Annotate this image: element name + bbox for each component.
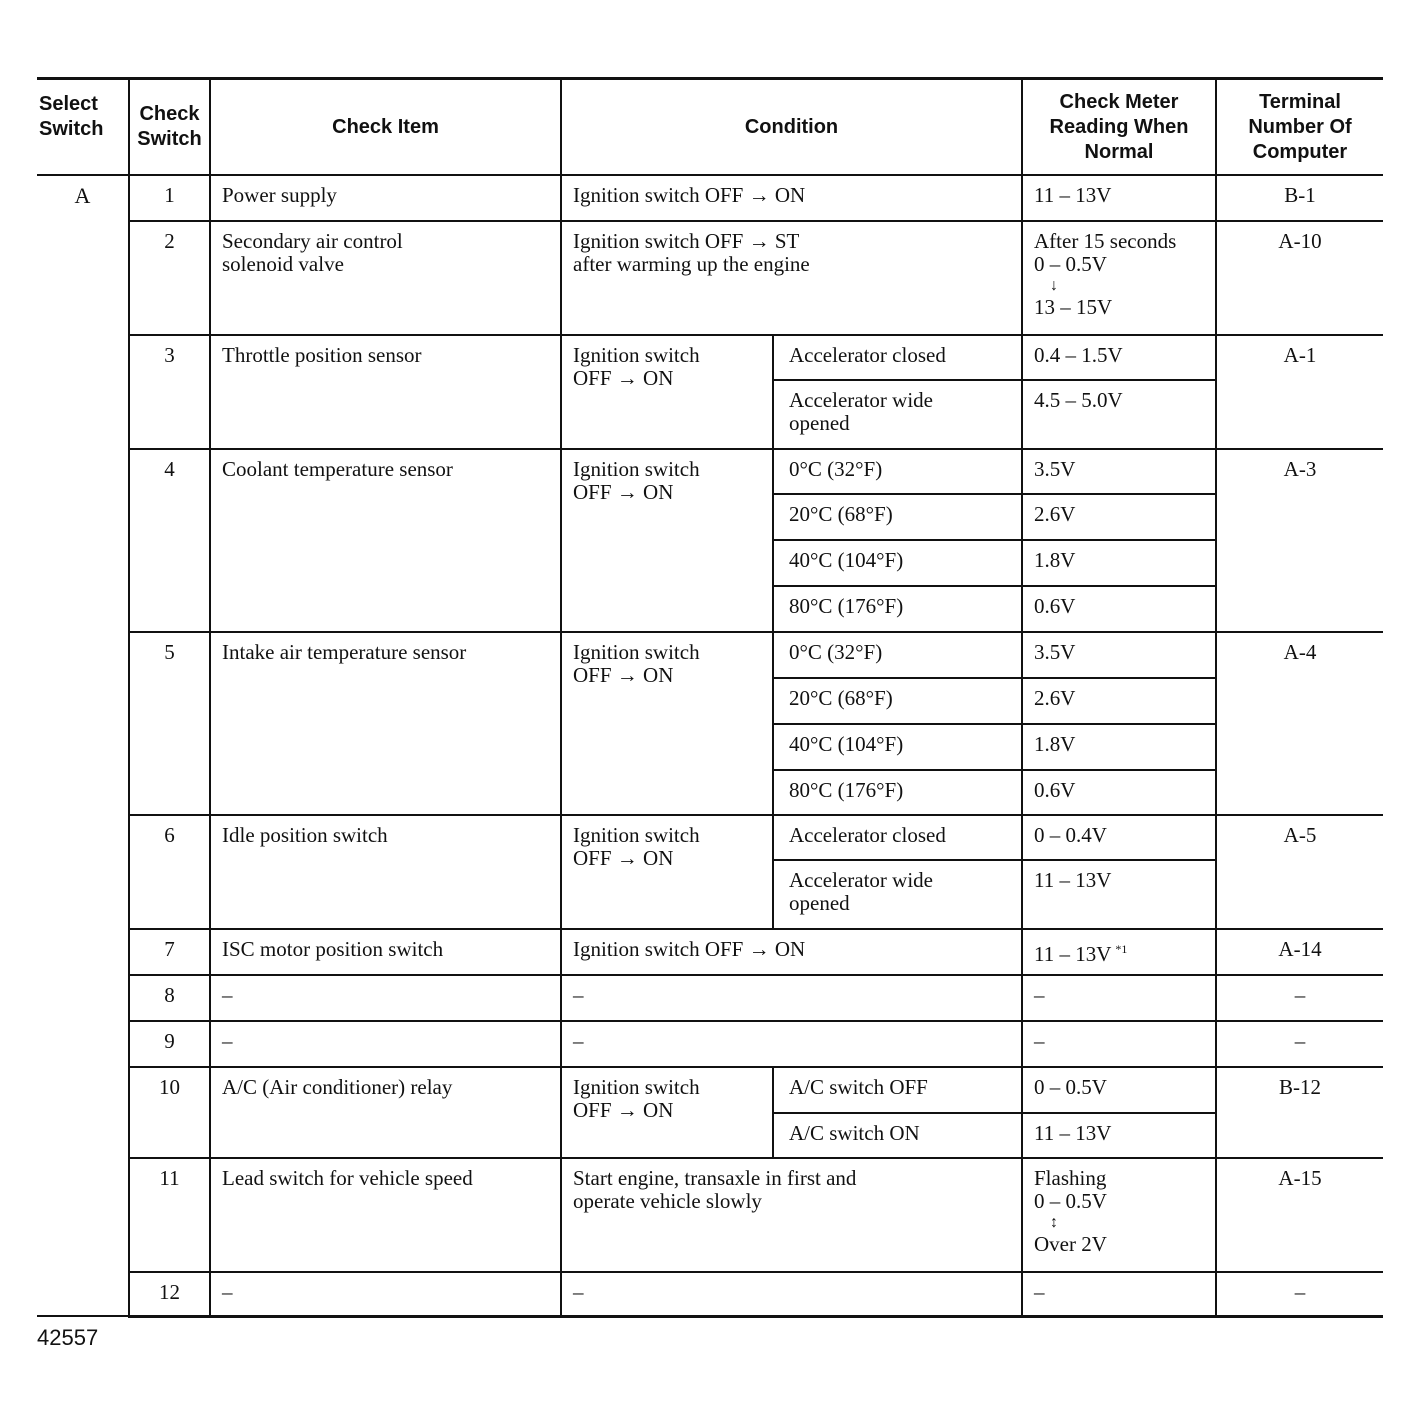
condition-cell: – [561, 1272, 1022, 1316]
condition-line: OFF → ON [573, 1098, 674, 1122]
check-switch-cell: 8 [129, 975, 210, 1021]
reading-cell: 0 – 0.4V [1022, 815, 1216, 860]
sub-condition-cell: A/C switch ON [773, 1113, 1022, 1158]
condition-cell: – [561, 975, 1022, 1021]
table-row [37, 335, 1383, 380]
terminal-cell: A-10 [1216, 221, 1383, 335]
condition-line: after warming up the engine [573, 252, 810, 276]
sub-condition-cell: A/C switch OFF [773, 1067, 1022, 1113]
terminal-cell: B-12 [1216, 1067, 1383, 1158]
sub-condition-cell: 40°C (104°F) [773, 724, 1022, 770]
check-item-cell: – [210, 1272, 561, 1316]
terminal-cell: A-14 [1216, 929, 1383, 975]
sub-condition-cell: 20°C (68°F) [773, 678, 1022, 724]
header-meter-reading: Check Meter Reading When Normal [1022, 79, 1216, 176]
check-switch-cell: 1 [129, 175, 210, 221]
reading-cell: 2.6V [1022, 678, 1216, 724]
condition-cell [561, 449, 773, 632]
reading-cell: 11 – 13V [1022, 1113, 1216, 1158]
check-switch-cell: 3 [129, 335, 210, 449]
reading-value: 11 – 13V [1034, 942, 1112, 966]
reading-line: Over 2V [1034, 1232, 1107, 1256]
condition-cell [561, 1158, 1022, 1272]
table-row [37, 632, 1383, 678]
reading-line: 0 – 0.5V [1034, 252, 1107, 276]
reading-line: Flashing [1034, 1166, 1107, 1190]
header-row [37, 79, 1383, 176]
sub-condition-cell: 80°C (176°F) [773, 770, 1022, 815]
condition-line: Ignition switch [573, 640, 700, 664]
table-row [37, 929, 1383, 975]
condition-cell [561, 632, 773, 815]
check-switch-cell: 9 [129, 1021, 210, 1067]
reading-cell: 1.8V [1022, 540, 1216, 586]
table-row [37, 221, 1383, 335]
sub-condition-line: opened [789, 411, 850, 435]
condition-line: Ignition switch [573, 457, 700, 481]
check-switch-cell: 10 [129, 1067, 210, 1158]
condition-cell: Ignition switch OFF → ON [561, 175, 1022, 221]
reading-cell: – [1022, 1272, 1216, 1316]
check-table [37, 77, 1383, 1318]
reading-line: 13 – 15V [1034, 295, 1113, 319]
condition-cell: Ignition switch OFF → ON [561, 929, 1022, 975]
sub-condition-line: Accelerator wide [789, 868, 933, 892]
sub-condition-line: opened [789, 891, 850, 915]
reading-cell: 11 – 13V [1022, 175, 1216, 221]
check-item-line: solenoid valve [222, 252, 344, 276]
check-switch-cell: 6 [129, 815, 210, 929]
reading-cell: – [1022, 975, 1216, 1021]
spec-document [37, 77, 1383, 1318]
check-switch-cell: 12 [129, 1272, 210, 1316]
reading-cell: 11 – 13V [1022, 860, 1216, 929]
check-item-cell: ISC motor position switch [210, 929, 561, 975]
reading-line: 0 – 0.5V [1034, 1189, 1107, 1213]
check-switch-cell: 11 [129, 1158, 210, 1272]
condition-cell [561, 221, 1022, 335]
down-arrow-icon: ↓ [1050, 277, 1058, 294]
condition-line: Ignition switch [573, 1075, 700, 1099]
condition-line: operate vehicle slowly [573, 1189, 762, 1213]
header-check-switch: Check Switch [129, 79, 210, 176]
table-row [37, 449, 1383, 494]
table-row [37, 1067, 1383, 1113]
check-switch-cell: 2 [129, 221, 210, 335]
condition-cell [561, 335, 773, 449]
up-down-arrow-icon: ↕ [1050, 1214, 1058, 1231]
terminal-cell: B-1 [1216, 175, 1383, 221]
table-row [37, 815, 1383, 860]
reading-line: After 15 seconds [1034, 229, 1177, 253]
check-item-cell [210, 221, 561, 335]
reading-cell: 3.5V [1022, 449, 1216, 494]
condition-line: OFF → ON [573, 663, 674, 687]
sub-condition-cell: 0°C (32°F) [773, 449, 1022, 494]
sub-condition-cell: 0°C (32°F) [773, 632, 1022, 678]
check-item-cell: Throttle position sensor [210, 335, 561, 449]
table-row [37, 1272, 1383, 1316]
check-switch-cell: 5 [129, 632, 210, 815]
condition-line: OFF → ON [573, 846, 674, 870]
table-row [37, 975, 1383, 1021]
table-row [37, 1158, 1383, 1272]
sub-condition-cell: 20°C (68°F) [773, 494, 1022, 540]
terminal-cell: – [1216, 1021, 1383, 1067]
sub-condition-cell [773, 380, 1022, 449]
condition-line: Ignition switch [573, 823, 700, 847]
reading-cell: 0.6V [1022, 770, 1216, 815]
check-switch-cell: 7 [129, 929, 210, 975]
condition-line: OFF → ON [573, 366, 674, 390]
terminal-cell: – [1216, 975, 1383, 1021]
check-switch-cell: 4 [129, 449, 210, 632]
reading-cell: – [1022, 1021, 1216, 1067]
terminal-cell: A-5 [1216, 815, 1383, 929]
reading-cell: 0 – 0.5V [1022, 1067, 1216, 1113]
terminal-cell: A-3 [1216, 449, 1383, 632]
terminal-cell: A-15 [1216, 1158, 1383, 1272]
condition-line: Ignition switch OFF → ST [573, 229, 800, 253]
document-id: 42557 [37, 1325, 99, 1350]
reading-cell: 0.6V [1022, 586, 1216, 632]
check-item-cell: Lead switch for vehicle speed [210, 1158, 561, 1272]
header-check-item: Check Item [210, 79, 561, 176]
sub-condition-cell: 80°C (176°F) [773, 586, 1022, 632]
check-item-cell: – [210, 1021, 561, 1067]
select-switch-cell: A [37, 175, 129, 1316]
condition-cell [561, 1067, 773, 1158]
condition-line: Start engine, transaxle in first and [573, 1166, 857, 1190]
check-item-cell: – [210, 975, 561, 1021]
header-select-switch: Select Switch [37, 79, 129, 176]
condition-cell: – [561, 1021, 1022, 1067]
reading-cell [1022, 929, 1216, 975]
reading-cell [1022, 1158, 1216, 1272]
reading-cell: 1.8V [1022, 724, 1216, 770]
condition-cell [561, 815, 773, 929]
check-item-cell: Coolant temperature sensor [210, 449, 561, 632]
footnote-marker: *1 [1115, 942, 1128, 956]
check-item-cell: Idle position switch [210, 815, 561, 929]
check-item-cell: Power supply [210, 175, 561, 221]
check-item-line: Secondary air control [222, 229, 403, 253]
table-row [37, 1021, 1383, 1067]
terminal-cell: A-4 [1216, 632, 1383, 815]
reading-cell: 2.6V [1022, 494, 1216, 540]
table-row [37, 175, 1383, 221]
sub-condition-cell: 40°C (104°F) [773, 540, 1022, 586]
reading-cell [1022, 221, 1216, 335]
terminal-cell: – [1216, 1272, 1383, 1316]
sub-condition-cell: Accelerator closed [773, 335, 1022, 380]
sub-condition-cell [773, 860, 1022, 929]
reading-cell: 4.5 – 5.0V [1022, 380, 1216, 449]
reading-cell: 0.4 – 1.5V [1022, 335, 1216, 380]
check-item-cell: A/C (Air conditioner) relay [210, 1067, 561, 1158]
condition-line: Ignition switch [573, 343, 700, 367]
check-item-cell: Intake air temperature sensor [210, 632, 561, 815]
sub-condition-cell: Accelerator closed [773, 815, 1022, 860]
sub-condition-line: Accelerator wide [789, 388, 933, 412]
reading-cell: 3.5V [1022, 632, 1216, 678]
header-condition: Condition [561, 79, 1022, 176]
condition-line: OFF → ON [573, 480, 674, 504]
header-terminal: Terminal Number Of Computer [1216, 79, 1383, 176]
terminal-cell: A-1 [1216, 335, 1383, 449]
